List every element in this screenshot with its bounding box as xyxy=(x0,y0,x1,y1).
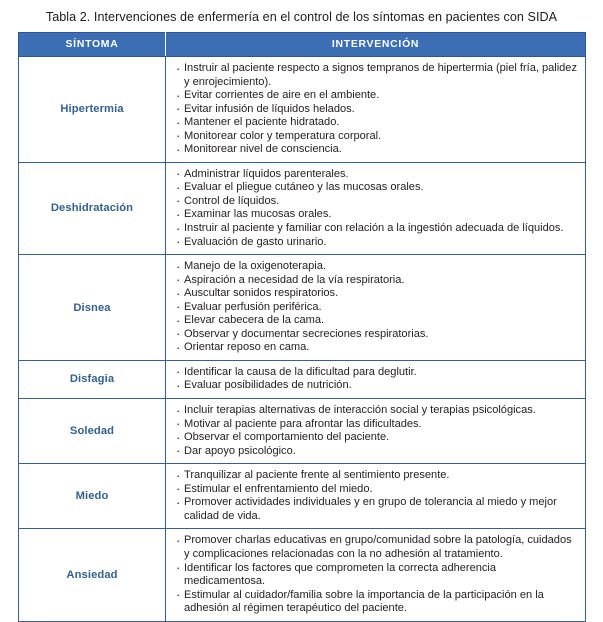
table-row xyxy=(19,464,586,529)
intervention-list-item: · Estimular el enfrentamiento del miedo. xyxy=(176,483,577,497)
intervention-table xyxy=(18,32,586,622)
intervention-list xyxy=(176,404,577,458)
symptom-cell: Deshidratación xyxy=(19,162,166,254)
intervention-list xyxy=(176,366,577,393)
table-row xyxy=(19,255,586,361)
intervention-list xyxy=(176,260,577,355)
intervention-list-item: · Orientar reposo en cama. xyxy=(176,341,577,355)
table-header xyxy=(19,33,586,57)
table-row xyxy=(19,162,586,254)
intervention-list-item: · Elevar cabecera de la cama. xyxy=(176,314,577,328)
intervention-list-item: · Manejo de la oxigenoterapia. xyxy=(176,260,577,274)
intervention-list-item: · Aspiración a necesidad de la vía respiratoria. xyxy=(176,274,577,288)
intervention-list-item: · Observar y documentar secreciones respiratorias. xyxy=(176,328,577,342)
intervention-list-item: · Auscultar sonidos respiratorios. xyxy=(176,287,577,301)
table-row xyxy=(19,360,586,398)
intervention-list-item: · Promover charlas educativas en grupo/comunidad sobre la patología, cuidados y complicaciones relacionadas con la no adhesión al tratamiento. xyxy=(176,534,577,561)
intervention-list-item: · Tranquilizar al paciente frente al sentimiento presente. xyxy=(176,469,577,483)
intervention-cell xyxy=(166,360,586,398)
intervention-list-item: · Evitar infusión de líquidos helados. xyxy=(176,103,577,117)
intervention-list-item: · Evitar corrientes de aire en el ambiente. xyxy=(176,89,577,103)
symptom-cell: Disfagia xyxy=(19,360,166,398)
intervention-list-item: · Control de líquidos. xyxy=(176,195,577,209)
intervention-list-item: · Mantener el paciente hidratado. xyxy=(176,116,577,130)
intervention-cell xyxy=(166,464,586,529)
table-header-row xyxy=(19,33,586,57)
intervention-list xyxy=(176,168,577,249)
table-container xyxy=(18,32,585,622)
symptom-cell: Miedo xyxy=(19,464,166,529)
intervention-list-item: · Instruir al paciente y familiar con relación a la ingestión adecuada de líquidos. xyxy=(176,222,577,236)
intervention-list-item: · Monitorear color y temperatura corporal. xyxy=(176,130,577,144)
symptom-cell: Ansiedad xyxy=(19,529,166,621)
intervention-list-item: · Dar apoyo psicológico. xyxy=(176,445,577,459)
intervention-list-item: · Identificar la causa de la dificultad para deglutir. xyxy=(176,366,577,380)
intervention-list-item: · Examinar las mucosas orales. xyxy=(176,208,577,222)
intervention-list-item: · Promover actividades individuales y en grupo de tolerancia al miedo y mejor calidad de vida. xyxy=(176,496,577,523)
symptom-cell: Hipertermia xyxy=(19,57,166,163)
intervention-list-item: · Motivar al paciente para afrontar las dificultades. xyxy=(176,418,577,432)
intervention-list-item: · Incluir terapias alternativas de interacción social y terapias psicológicas. xyxy=(176,404,577,418)
column-header-intervention: INTERVENCIÓN xyxy=(166,33,586,57)
symptom-cell: Disnea xyxy=(19,255,166,361)
intervention-cell xyxy=(166,399,586,464)
table-row xyxy=(19,529,586,621)
intervention-list-item: · Observar el comportamiento del paciente. xyxy=(176,431,577,445)
intervention-list-item: · Evaluar perfusión periférica. xyxy=(176,301,577,315)
intervention-list-item: · Identificar los factores que comprometen la correcta adherencia medicamentosa. xyxy=(176,562,577,589)
intervention-cell xyxy=(166,529,586,621)
table-row xyxy=(19,57,586,163)
symptom-cell: Soledad xyxy=(19,399,166,464)
table-body xyxy=(19,57,586,622)
intervention-list-item: · Estimular al cuidador/familia sobre la importancia de la participación en la adhesión al régimen terapéutico del paciente. xyxy=(176,589,577,616)
intervention-cell xyxy=(166,162,586,254)
column-header-symptom: SÍNTOMA xyxy=(19,33,166,57)
intervention-cell xyxy=(166,255,586,361)
intervention-list-item: · Monitorear nivel de consciencia. xyxy=(176,143,577,157)
table-row xyxy=(19,399,586,464)
intervention-list-item: · Evaluar el pliegue cutáneo y las mucosas orales. xyxy=(176,181,577,195)
intervention-cell xyxy=(166,57,586,163)
intervention-list xyxy=(176,534,577,615)
table-caption: Tabla 2. Intervenciones de enfermería en el control de los síntomas en pacientes con SIDA xyxy=(45,10,558,24)
intervention-list-item: · Administrar líquidos parenterales. xyxy=(176,168,577,182)
intervention-list-item: · Evaluar posibilidades de nutrición. xyxy=(176,379,577,393)
intervention-list-item: · Instruir al paciente respecto a signos tempranos de hipertermia (piel fría, palidez y enrojecimiento). xyxy=(176,62,577,89)
intervention-list xyxy=(176,62,577,157)
intervention-list xyxy=(176,469,577,523)
intervention-list-item: · Evaluación de gasto urinario. xyxy=(176,236,577,250)
